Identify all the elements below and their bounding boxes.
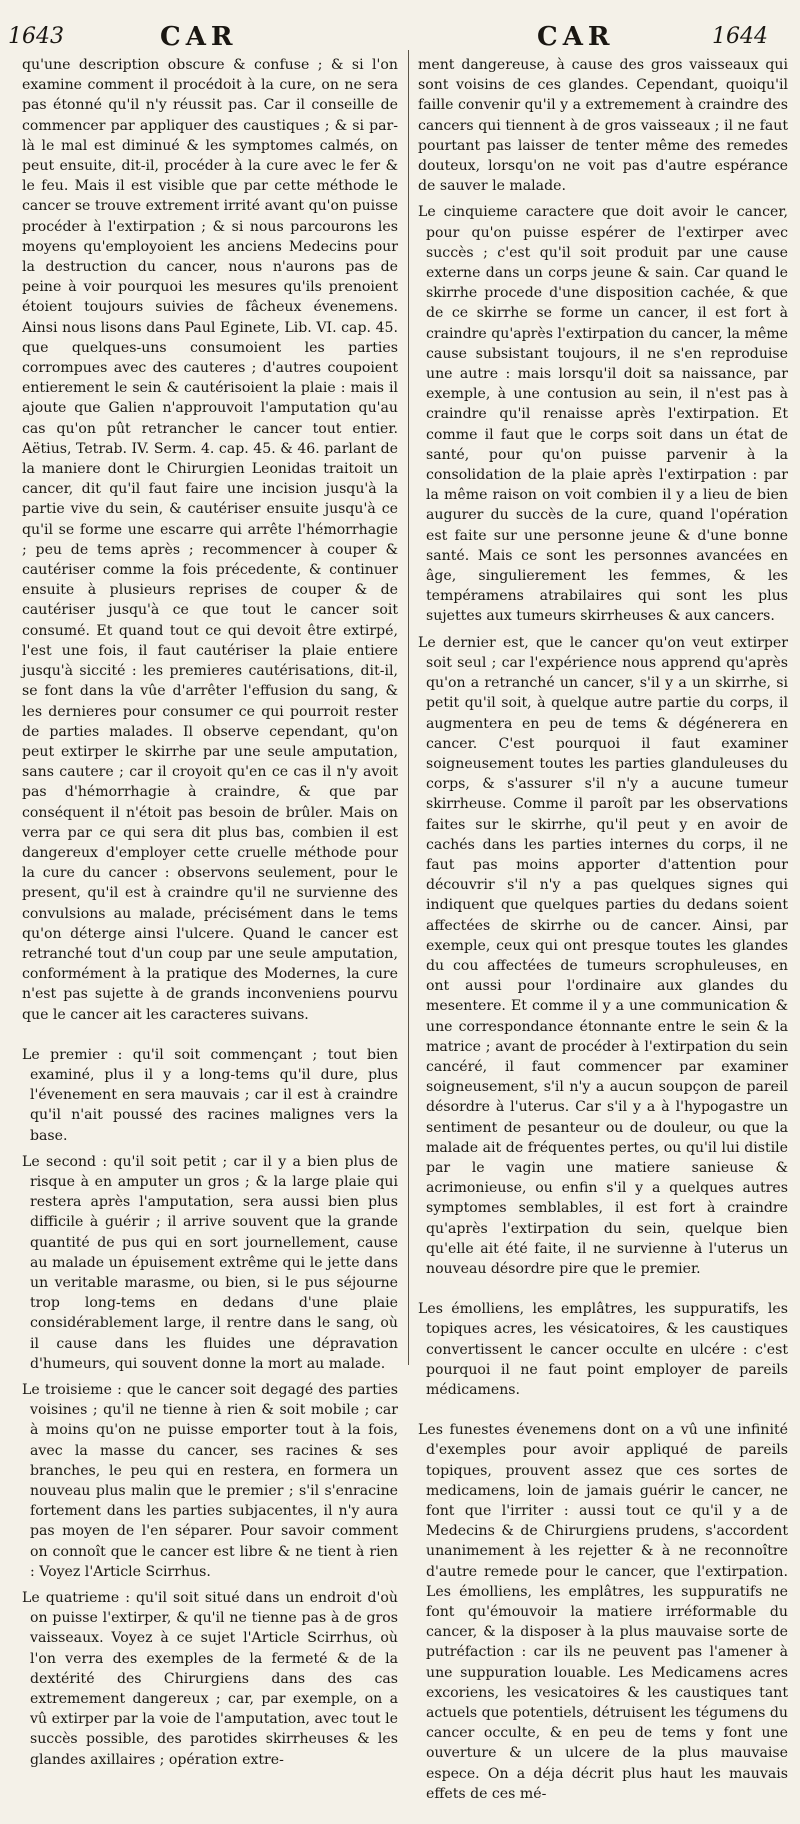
paragraph: Les funestes évenemens dont on a vû une infinité d'exemples pour avoir appliqué de pareils topiques, prouvent assez que ces sortes de medicamens, loin de jamais guérir le cancer, ne font que l'irriter : aussi tout ce qu'il y a de Medecins & de Chirurgiens prudens, s'accordent unanimement à les rejetter & à ne reconnoître d'autre remede pour le cancer, que l'extirpation. Les émolliens, les emplâtres, les suppuratifs ne font qu'émouvoir la matiere irréformable du cancer, & la disposer à la plus mauvaise sorte de putréfaction : car ils ne peuvent pas l'amener à une suppuration louable. Les Medicamens acres excoriens, les vesicatoires & les caustiques tant actuels que potentiels, détruisent les tégumens du cancer occulte, & en peu de tems y font une ouverture & un ulcere de la plus mauvaise espece. On a déja décrit plus haut les mauvais effets de ces mé- — [418, 1422, 788, 1802]
paragraph: Le troisieme : que le cancer soit degagé des parties voisines ; qu'il ne tienne à rien & soit mobile ; car à moins qu'on ne puisse emporter tout à la fois, avec la masse du cancer, ses racines & ses branches, le peu qui en restera, en formera un nouveau plus malin que le premier ; s'il s'enracine fortement dans les parties subjacentes, il n'y aura pas moyen de l'en séparer. Pour savoir comment on connoît que le cancer est libre & ne tient à rien : Voyez l'Article Scirrhus. — [22, 1382, 398, 1580]
paragraph: ment dangereuse, à cause des gros vaisseaux qui sont voisins de ces glandes. Cependant, quoiqu'il faille convenir qu'il y a extremement à craindre des cancers qui tiennent à de gros vaisseaux ; il ne faut pourtant pas laisser de tenter même des remedes douteux, lorsqu'on ne voit pas d'autre espérance de sauver le malade. — [418, 57, 788, 195]
paragraph: qu'une description obscure & confuse ; & si l'on examine comment il procédoit à la cure, on ne sera pas étonné qu'il n'y réussit pas. Car il conseille de commencer par appliquer des caustiques ; & si par-là le mal est diminué & les symptomes calmés, on peut ensuite, dit-il, procéder à la cure avec le fer & le feu. Mais il est visible que par cette méthode le cancer se trouve extrement irrité avant qu'on puisse procéder à l'extirpation ; & si nous parcourons les moyens qu'employoient les anciens Medecins pour la destruction du cancer, nous n'aurons pas de peine à voir pourquoi les mesures qu'ils prenoient étoient toujours suivies de fâcheux évenemens. Ainsi nous lisons dans Paul Eginete, Lib. VI. cap. 45. que quelques-uns consumoient les parties corrompues avec des cauteres ; d'autres coupoient entierement le sein & cautérisoient la plaie : mais il ajoute que Galien n'approuvoit l'amputation qu'au cas qu'on pût retrancher le cancer tout entier. Aëtius, Tetrab. IV. Serm. 4. cap. 45. & 46. parlant de la maniere dont le Chirurgien Leonidas traitoit un cancer, dit qu'il faut faire une incision jusqu'à la partie vive du sein, & cautériser ensuite jusqu'à ce qu'il se forme une escarre qui arrête l'hémorrhagie ; peu de tems après ; recommencer à couper & cautériser comme la fois précedente, & continuer ensuite à plusieurs reprises de couper & de cautériser jusqu'à ce que tout le cancer soit consumé. Et quand tout ce qui devoit être extirpé, l'est une fois, il faut cautériser la plaie entiere jusqu'à siccité : les premieres cautérisations, dit-il, se font dans la vûe d'arrêter l'effusion du sang, & les dernieres pour consumer ce qui pourroit rester de parties malades. Il observe cependant, qu'on peut extirper le skirrhe par une seule amputation, sans cautere ; car il croyoit qu'en ce cas il n'y avoit pas d'hémorrhagie à craindre, & que par conséquent il n'étoit pas besoin de brûler. Mais on verra par ce qui sera dit plus bas, combien il est dangereux d'employer cette cruelle méthode pour la cure du cancer : observons seulement, pour le present, qu'il est à craindre qu'il ne survienne des convulsions au malade, précisément dans le tems qu'on déterge ainsi l'ulcere. Quand le cancer est retranché tout d'un coup par une seule amputation, conformément à la pratique des Modernes, la cure n'est pas sujette à de grands inconveniens pourvu que le cancer ait les caracteres suivans. — [22, 57, 398, 1023]
column-divider — [408, 50, 409, 1365]
right-column — [418, 55, 788, 1824]
paragraph: Le dernier est, que le cancer qu'on veut extirper soit seul ; car l'expérience nous apprend qu'après qu'on a retranché un cancer, s'il y a un skirrhe, si petit qu'il soit, à quelque autre partie du corps, il augmentera en peu de tems & dégénerera en cancer. C'est pourquoi il faut examiner soigneusement toutes les parties glanduleuses du corps, & s'assurer s'il n'y a aucune tumeur skirrheuse. Comme il paroît par les observations faites sur le skirrhe, qu'il peut y en avoir de cachés dans les parties internes du corps, il ne faut pas moins apporter d'attention pour découvrir s'il n'y a pas quelques signes qui indiquent que quelques parties du dedans soient affectées de skirrhe ou de cancer. Ainsi, par exemple, ceux qui ont presque toutes les glandes du cou affectées de tumeurs scrophuleuses, en ont aussi pour l'ordinaire aux glandes du mesentere. Et comme il y a une communication & une correspondance étonnante entre le sein & la matrice ; avant de procéder à l'extirpation du sein cancéré, il faut commencer par examiner soigneusement, s'il n'y a aucun soupçon de pareil désordre à l'uterus. Car s'il y a à l'hypogastre un sentiment de pesanteur ou de douleur, ou que la malade ait de fréquentes pertes, ou qu'il lui distile par le vagin une matiere sanieuse & acrimonieuse, ou enfin s'il y a quelques autres symptomes semblables, il est fort à craindre qu'après l'extirpation du sein, quelque bien qu'elle ait été faite, il ne survienne à l'uterus un nouveau désordre pire que le premier. — [418, 634, 788, 1277]
right-running-head: CAR — [537, 22, 615, 52]
right-page-number: 1644 — [712, 24, 768, 49]
paragraph: Le second : qu'il soit petit ; car il y a bien plus de risque à en amputer un gros ; & la large plaie qui restera après l'amputation, sera aussi bien plus difficile à guérir ; il arrive souvent que la grande quantité de pus qui en sort journellement, cause au malade un épuisement extrême qui le jette dans un veritable marasme, ou bien, si le pus séjourne trop long-tems en dedans d'une plaie considérablement large, il rentre dans le sang, où il cause dans les fluides une dépravation d'humeurs, qui souvent donne la mort au malade. — [22, 1153, 398, 1372]
paragraph: Le premier : qu'il soit commençant ; tout bien examiné, plus il y a long-tems qu'il dure, plus l'évenement en sera mauvais ; car il est à craindre qu'il n'ait poussé des racines malignes vers la base. — [22, 1046, 398, 1144]
left-running-head: CAR — [160, 22, 238, 52]
page-header — [0, 0, 800, 56]
paragraph: Le quatrieme : qu'il soit situé dans un endroit d'où on puisse l'extirper, & qu'il ne tienne pas à de gros vaisseaux. Voyez à ce sujet l'Article Scirrhus, où l'on verra des exemples de la fermeté & de la dextérité des Chirurgiens dans des cas extremement dangereux ; car, par exemple, on a vû extirper par la voie de l'amputation, avec tout le succès possible, des parotides skirrheuses & les glandes axillaires ; opération extre- — [22, 1590, 398, 1768]
paragraph: Les émolliens, les emplâtres, les suppuratifs, les topiques acres, les vésicatoires, & les caustiques convertissent le cancer occulte en ulcére : c'est pourquoi il ne faut point employer de pareils médicamens. — [418, 1301, 788, 1398]
paragraph: Le cinquieme caractere que doit avoir le cancer, pour qu'on puisse espérer de l'extirper avec succès ; c'est qu'il soit produit par une cause externe dans un corps jeune & sain. Car quand le skirrhe procede d'une disposition cachée, & que de ce skirrhe se forme un cancer, il est fort à craindre qu'après l'extirpation du cancer, la même cause subsistant toujours, il ne s'en reproduise une autre : mais lorsqu'il doit sa naissance, par exemple, à une contusion au sein, il n'est pas à craindre qu'il renaisse après l'extirpation. Et comme il faut que le corps soit dans un état de santé, pour qu'on puisse parvenir à la consolidation de la plaie après l'extirpation : par la même raison on voit combien il y a lieu de bien augurer du succès de la cure, quand l'opération est faite sur une personne jeune & d'une bonne santé. Mais ce sont les personnes avancées en âge, singulierement les femmes, & les tempéramens atrabilaires qui sont les plus sujettes aux tumeurs skirrheuses & aux cancers. — [418, 204, 788, 625]
left-column — [22, 55, 398, 1776]
left-page-number: 1643 — [8, 24, 64, 49]
